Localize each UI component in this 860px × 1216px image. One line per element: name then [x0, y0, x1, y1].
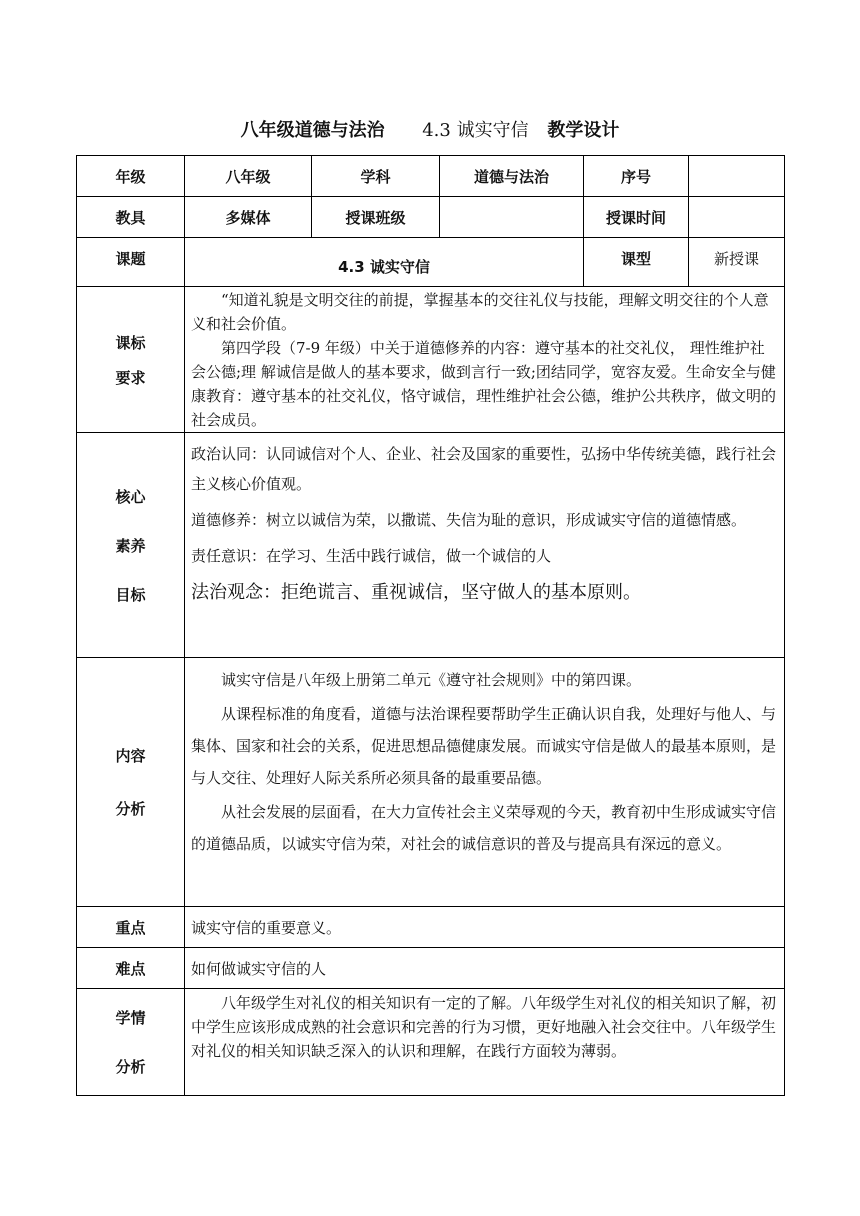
difficulty-label: 难点 — [77, 948, 185, 989]
core-paragraph: 法治观念：拒绝谎言、重视诚信，坚守做人的基本原则。 — [191, 582, 641, 603]
row-core-goals — [77, 433, 785, 658]
standards-label-2: 要求 — [115, 368, 146, 387]
subject-label: 学科 — [312, 156, 440, 197]
title-code: 4.3 诚实守信 — [422, 120, 529, 141]
standards-content — [185, 287, 785, 433]
lesson-plan-table — [76, 155, 785, 1096]
core-label — [77, 433, 185, 658]
student-label-2: 分析 — [115, 1058, 146, 1076]
difficulty-value: 如何做诚实守信的人 — [185, 948, 785, 989]
content-analysis-text — [185, 658, 785, 907]
student-label — [77, 989, 185, 1096]
time-label: 授课时间 — [584, 197, 689, 238]
grade-value: 八年级 — [185, 156, 312, 197]
tools-value: 多媒体 — [185, 197, 312, 238]
topic-value: 4.3 诚实守信 — [185, 238, 584, 287]
content-label-2: 分析 — [115, 800, 146, 818]
content-paragraph: 从社会发展的层面看，在大力宣传社会主义荣辱观的今天，教育初中生形成诚实守信的道德品质，以诚实守信为荣，对社会的诚信意识的普及与提高具有深远的意义。 — [191, 803, 777, 853]
student-analysis-text — [185, 989, 785, 1096]
row-topic — [77, 238, 785, 287]
content-paragraph: 诚实守信是八年级上册第二单元《遵守社会规则》中的第四课。 — [221, 671, 642, 689]
key-point-value: 诚实守信的重要意义。 — [185, 907, 785, 948]
row-key-point — [77, 907, 785, 948]
lesson-type-label: 课型 — [584, 238, 689, 287]
core-label-3: 目标 — [115, 585, 146, 604]
student-paragraph: 八年级学生对礼仪的相关知识有一定的了解。八年级学生对礼仪的相关知识了解，初中学生应该形成成熟的社会意识和完善的行为习惯，更好地融入社会交往中。八年级学生对礼仪的相关知识缺乏深入的认识和理解，在践行方面较为薄弱。 — [191, 994, 777, 1060]
grade-label: 年级 — [77, 156, 185, 197]
row-standards — [77, 287, 785, 433]
row-student-analysis — [77, 989, 785, 1096]
core-paragraph: 政治认同：认同诚信对个人、企业、社会及国家的重要性，弘扬中华传统美德，践行社会主义核心价值观。 — [191, 445, 777, 493]
content-paragraph: 从课程标准的角度看，道德与法治课程要帮助学生正确认识自我，处理好与他人、与集体、国家和社会的关系，促进思想品德健康发展。而诚实守信是做人的最基本原则，是与人交往、处理好人际关系所必须具备的最重要品德。 — [191, 705, 777, 787]
standards-label-1: 课标 — [115, 333, 146, 352]
student-label-1: 学情 — [115, 1009, 146, 1027]
core-paragraph: 责任意识：在学习、生活中践行诚信，做一个诚信的人 — [191, 547, 552, 565]
row-grade — [77, 156, 785, 197]
class-value — [440, 197, 584, 238]
core-content — [185, 433, 785, 658]
sequence-label: 序号 — [584, 156, 689, 197]
row-tools — [77, 197, 785, 238]
page-title — [0, 116, 860, 142]
standards-paragraph: 第四学段（7-9 年级）中关于道德修养的内容：遵守基本的社交礼仪， 理性维护社会公德;理 解诚信是做人的基本要求，做到言行一致;团结同学，宽容友爱。生命安全与健康教育：遵守基本的社交礼仪，恪守诚信，理性维护社会公德，维护公共秩序，做文明的社会成员。 — [191, 339, 777, 429]
standards-paragraph: “知道礼貌是文明交往的前提，掌握基本的交往礼仪与技能，理解文明交往的个人意义和社会价值。 — [191, 291, 769, 333]
title-left: 八年级道德与法治 — [240, 120, 385, 141]
standards-label — [77, 287, 185, 433]
core-paragraph: 道德修养：树立以诚信为荣，以撒谎、失信为耻的意识，形成诚实守信的道德情感。 — [191, 511, 747, 529]
content-label — [77, 658, 185, 907]
key-point-label: 重点 — [77, 907, 185, 948]
core-label-1: 核心 — [115, 487, 146, 506]
title-right: 教学设计 — [547, 120, 620, 141]
sequence-value — [689, 156, 785, 197]
subject-value: 道德与法治 — [440, 156, 584, 197]
lesson-type-value: 新授课 — [689, 238, 785, 287]
content-label-1: 内容 — [115, 747, 146, 765]
time-value — [689, 197, 785, 238]
row-content-analysis — [77, 658, 785, 907]
tools-label: 教具 — [77, 197, 185, 238]
row-difficulty — [77, 948, 785, 989]
core-label-2: 素养 — [115, 536, 146, 555]
topic-label: 课题 — [77, 238, 185, 287]
class-label: 授课班级 — [312, 197, 440, 238]
